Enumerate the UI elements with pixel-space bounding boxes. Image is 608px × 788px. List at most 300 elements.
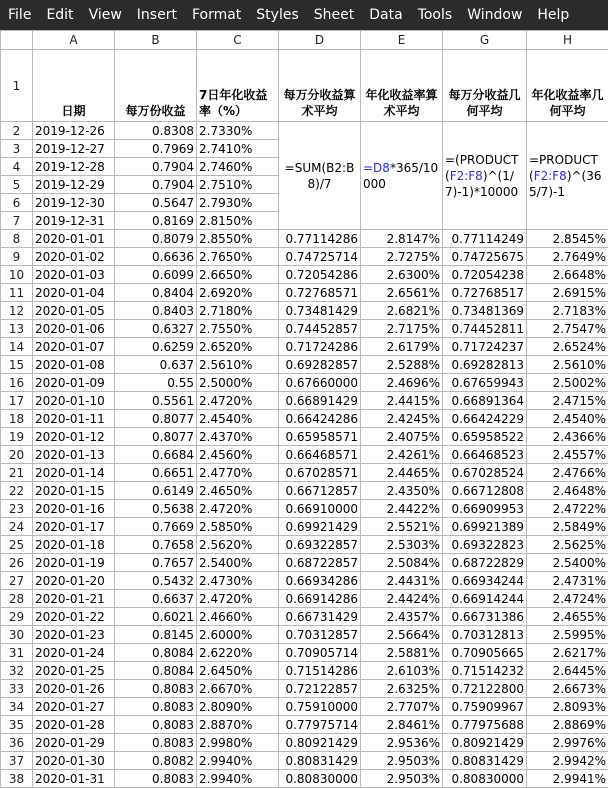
annualized-cell[interactable]: 2.4540% <box>197 410 279 428</box>
arith-mean-yield-cell[interactable]: 0.67660000 <box>279 374 361 392</box>
arith-mean-yield-cell[interactable]: 0.65958571 <box>279 428 361 446</box>
arith-mean-yield-cell[interactable]: 0.66424286 <box>279 410 361 428</box>
arith-mean-annualized-cell[interactable]: 2.5521% <box>361 518 443 536</box>
yield-cell[interactable]: 0.7904 <box>115 176 197 194</box>
geo-mean-annualized-cell[interactable]: 2.6915% <box>527 284 608 302</box>
geo-mean-yield-cell[interactable]: 0.66424229 <box>443 410 527 428</box>
formula-cell-arith-mean[interactable]: =SUM(B2:B8)/7 <box>279 122 361 230</box>
yield-cell[interactable]: 0.5638 <box>115 500 197 518</box>
yield-cell[interactable]: 0.6259 <box>115 338 197 356</box>
date-cell[interactable]: 2020-01-26 <box>33 680 115 698</box>
annualized-cell[interactable]: 2.7180% <box>197 302 279 320</box>
header-cell-arith-mean-yield[interactable]: 每万分收益算术平均 <box>279 50 361 122</box>
yield-cell[interactable]: 0.6021 <box>115 608 197 626</box>
column-header-a[interactable]: A <box>33 31 115 50</box>
arith-mean-annualized-cell[interactable]: 2.4431% <box>361 572 443 590</box>
geo-mean-annualized-cell[interactable]: 2.5849% <box>527 518 608 536</box>
annualized-cell[interactable]: 2.4720% <box>197 500 279 518</box>
arith-mean-annualized-cell[interactable]: 2.6325% <box>361 680 443 698</box>
arith-mean-annualized-cell[interactable]: 2.4075% <box>361 428 443 446</box>
row-number[interactable]: 21 <box>1 464 33 482</box>
yield-cell[interactable]: 0.8084 <box>115 644 197 662</box>
header-cell-date[interactable]: 日期 <box>33 50 115 122</box>
yield-cell[interactable]: 0.8403 <box>115 302 197 320</box>
geo-mean-yield-cell[interactable]: 0.69322823 <box>443 536 527 554</box>
date-cell[interactable]: 2020-01-19 <box>33 554 115 572</box>
column-header-b[interactable]: B <box>115 31 197 50</box>
annualized-cell[interactable]: 2.7460% <box>197 158 279 176</box>
date-cell[interactable]: 2019-12-31 <box>33 212 115 230</box>
date-cell[interactable]: 2020-01-07 <box>33 338 115 356</box>
annualized-cell[interactable]: 2.6000% <box>197 626 279 644</box>
row-number[interactable]: 8 <box>1 230 33 248</box>
geo-mean-annualized-cell[interactable]: 2.4731% <box>527 572 608 590</box>
date-cell[interactable]: 2020-01-12 <box>33 428 115 446</box>
header-cell-geo-mean-annualized[interactable]: 年化收益率几何平均 <box>527 50 608 122</box>
date-cell[interactable]: 2019-12-28 <box>33 158 115 176</box>
geo-mean-yield-cell[interactable]: 0.66909953 <box>443 500 527 518</box>
geo-mean-annualized-cell[interactable]: 2.4766% <box>527 464 608 482</box>
arith-mean-annualized-cell[interactable]: 2.9536% <box>361 734 443 752</box>
geo-mean-yield-cell[interactable]: 0.66934244 <box>443 572 527 590</box>
date-cell[interactable]: 2020-01-16 <box>33 500 115 518</box>
annualized-cell[interactable]: 2.4730% <box>197 572 279 590</box>
formula-cell-arith-annualized[interactable] <box>361 122 443 230</box>
geo-mean-yield-cell[interactable]: 0.75909967 <box>443 698 527 716</box>
select-all-corner[interactable] <box>1 31 33 50</box>
arith-mean-yield-cell[interactable]: 0.77114286 <box>279 230 361 248</box>
geo-mean-annualized-cell[interactable]: 2.9941% <box>527 770 608 788</box>
date-cell[interactable]: 2020-01-13 <box>33 446 115 464</box>
geo-mean-annualized-cell[interactable]: 2.4655% <box>527 608 608 626</box>
annualized-cell[interactable]: 2.7330% <box>197 122 279 140</box>
date-cell[interactable]: 2020-01-31 <box>33 770 115 788</box>
date-cell[interactable]: 2019-12-30 <box>33 194 115 212</box>
date-cell[interactable]: 2020-01-22 <box>33 608 115 626</box>
yield-cell[interactable]: 0.5561 <box>115 392 197 410</box>
geo-mean-yield-cell[interactable]: 0.77975688 <box>443 716 527 734</box>
yield-cell[interactable]: 0.6149 <box>115 482 197 500</box>
row-number[interactable]: 29 <box>1 608 33 626</box>
geo-mean-annualized-cell[interactable]: 2.4366% <box>527 428 608 446</box>
header-cell-per-10k-yield[interactable]: 每万份收益 <box>115 50 197 122</box>
arith-mean-yield-cell[interactable]: 0.80830000 <box>279 770 361 788</box>
row-number[interactable]: 38 <box>1 770 33 788</box>
arith-mean-yield-cell[interactable]: 0.71514286 <box>279 662 361 680</box>
menu-file[interactable]: File <box>0 0 38 30</box>
annualized-cell[interactable]: 2.7410% <box>197 140 279 158</box>
row-number[interactable]: 2 <box>1 122 33 140</box>
row-number[interactable]: 6 <box>1 194 33 212</box>
row-number[interactable]: 31 <box>1 644 33 662</box>
yield-cell[interactable]: 0.5647 <box>115 194 197 212</box>
yield-cell[interactable]: 0.6684 <box>115 446 197 464</box>
geo-mean-yield-cell[interactable]: 0.74725675 <box>443 248 527 266</box>
geo-mean-annualized-cell[interactable]: 2.7547% <box>527 320 608 338</box>
arith-mean-yield-cell[interactable]: 0.73481429 <box>279 302 361 320</box>
arith-mean-annualized-cell[interactable]: 2.5664% <box>361 626 443 644</box>
date-cell[interactable]: 2020-01-24 <box>33 644 115 662</box>
geo-mean-yield-cell[interactable]: 0.71514232 <box>443 662 527 680</box>
annualized-cell[interactable]: 2.6520% <box>197 338 279 356</box>
geo-mean-yield-cell[interactable]: 0.72054238 <box>443 266 527 284</box>
arith-mean-yield-cell[interactable]: 0.70905714 <box>279 644 361 662</box>
date-cell[interactable]: 2020-01-25 <box>33 662 115 680</box>
geo-mean-annualized-cell[interactable]: 2.5400% <box>527 554 608 572</box>
annualized-cell[interactable]: 2.7550% <box>197 320 279 338</box>
annualized-cell[interactable]: 2.6450% <box>197 662 279 680</box>
geo-mean-yield-cell[interactable]: 0.67659943 <box>443 374 527 392</box>
arith-mean-annualized-cell[interactable]: 2.4261% <box>361 446 443 464</box>
geo-mean-yield-cell[interactable]: 0.80921429 <box>443 734 527 752</box>
annualized-cell[interactable]: 2.7650% <box>197 248 279 266</box>
annualized-cell[interactable]: 2.4720% <box>197 392 279 410</box>
geo-mean-yield-cell[interactable]: 0.68722829 <box>443 554 527 572</box>
annualized-cell[interactable]: 2.9980% <box>197 734 279 752</box>
annualized-cell[interactable]: 2.6650% <box>197 266 279 284</box>
arith-mean-yield-cell[interactable]: 0.66910000 <box>279 500 361 518</box>
yield-cell[interactable]: 0.7657 <box>115 554 197 572</box>
geo-mean-annualized-cell[interactable]: 2.4557% <box>527 446 608 464</box>
row-number[interactable]: 12 <box>1 302 33 320</box>
annualized-cell[interactable]: 2.8150% <box>197 212 279 230</box>
row-number[interactable]: 10 <box>1 266 33 284</box>
row-number[interactable]: 15 <box>1 356 33 374</box>
menu-edit[interactable]: Edit <box>38 0 80 30</box>
yield-cell[interactable]: 0.5432 <box>115 572 197 590</box>
geo-mean-annualized-cell[interactable]: 2.4715% <box>527 392 608 410</box>
date-cell[interactable]: 2020-01-17 <box>33 518 115 536</box>
date-cell[interactable]: 2020-01-10 <box>33 392 115 410</box>
geo-mean-yield-cell[interactable]: 0.71724237 <box>443 338 527 356</box>
annualized-cell[interactable]: 2.5000% <box>197 374 279 392</box>
row-number[interactable]: 26 <box>1 554 33 572</box>
date-cell[interactable]: 2020-01-27 <box>33 698 115 716</box>
arith-mean-annualized-cell[interactable]: 2.7175% <box>361 320 443 338</box>
geo-mean-annualized-cell[interactable]: 2.4540% <box>527 410 608 428</box>
arith-mean-yield-cell[interactable]: 0.72122857 <box>279 680 361 698</box>
row-number[interactable]: 9 <box>1 248 33 266</box>
annualized-cell[interactable]: 2.8870% <box>197 716 279 734</box>
arith-mean-yield-cell[interactable]: 0.71724286 <box>279 338 361 356</box>
arith-mean-annualized-cell[interactable]: 2.5288% <box>361 356 443 374</box>
yield-cell[interactable]: 0.6636 <box>115 248 197 266</box>
geo-mean-annualized-cell[interactable]: 2.6524% <box>527 338 608 356</box>
yield-cell[interactable]: 0.55 <box>115 374 197 392</box>
arith-mean-annualized-cell[interactable]: 2.6103% <box>361 662 443 680</box>
row-number[interactable]: 3 <box>1 140 33 158</box>
arith-mean-yield-cell[interactable]: 0.66712857 <box>279 482 361 500</box>
arith-mean-yield-cell[interactable]: 0.68722857 <box>279 554 361 572</box>
annualized-cell[interactable]: 2.4720% <box>197 590 279 608</box>
arith-mean-annualized-cell[interactable]: 2.5084% <box>361 554 443 572</box>
annualized-cell[interactable]: 2.8090% <box>197 698 279 716</box>
formula-cell-geo-annualized[interactable] <box>527 122 608 230</box>
date-cell[interactable]: 2020-01-28 <box>33 716 115 734</box>
geo-mean-yield-cell[interactable]: 0.65958522 <box>443 428 527 446</box>
geo-mean-annualized-cell[interactable]: 2.9942% <box>527 752 608 770</box>
arith-mean-annualized-cell[interactable]: 2.4422% <box>361 500 443 518</box>
row-number[interactable]: 19 <box>1 428 33 446</box>
geo-mean-annualized-cell[interactable]: 2.8545% <box>527 230 608 248</box>
date-cell[interactable]: 2020-01-11 <box>33 410 115 428</box>
row-number[interactable]: 24 <box>1 518 33 536</box>
geo-mean-annualized-cell[interactable]: 2.6648% <box>527 266 608 284</box>
date-cell[interactable]: 2020-01-09 <box>33 374 115 392</box>
geo-mean-annualized-cell[interactable]: 2.8093% <box>527 698 608 716</box>
geo-mean-annualized-cell[interactable]: 2.4648% <box>527 482 608 500</box>
row-number[interactable]: 28 <box>1 590 33 608</box>
menu-tools[interactable]: Tools <box>410 0 460 30</box>
annualized-cell[interactable]: 2.4770% <box>197 464 279 482</box>
date-cell[interactable]: 2019-12-29 <box>33 176 115 194</box>
arith-mean-annualized-cell[interactable]: 2.8461% <box>361 716 443 734</box>
column-header-e[interactable]: E <box>361 31 443 50</box>
yield-cell[interactable]: 0.6651 <box>115 464 197 482</box>
yield-cell[interactable]: 0.8077 <box>115 410 197 428</box>
date-cell[interactable]: 2020-01-29 <box>33 734 115 752</box>
annualized-cell[interactable]: 2.4650% <box>197 482 279 500</box>
yield-cell[interactable]: 0.8145 <box>115 626 197 644</box>
geo-mean-yield-cell[interactable]: 0.66712808 <box>443 482 527 500</box>
geo-mean-yield-cell[interactable]: 0.80831429 <box>443 752 527 770</box>
arith-mean-yield-cell[interactable]: 0.66468571 <box>279 446 361 464</box>
row-number[interactable]: 17 <box>1 392 33 410</box>
row-number[interactable]: 14 <box>1 338 33 356</box>
yield-cell[interactable]: 0.8083 <box>115 698 197 716</box>
row-number[interactable]: 25 <box>1 536 33 554</box>
yield-cell[interactable]: 0.8083 <box>115 680 197 698</box>
annualized-cell[interactable]: 2.5610% <box>197 356 279 374</box>
arith-mean-yield-cell[interactable]: 0.67028571 <box>279 464 361 482</box>
menu-view[interactable]: View <box>81 0 129 30</box>
annualized-cell[interactable]: 2.5400% <box>197 554 279 572</box>
row-number[interactable]: 33 <box>1 680 33 698</box>
yield-cell[interactable]: 0.7904 <box>115 158 197 176</box>
arith-mean-annualized-cell[interactable]: 2.6300% <box>361 266 443 284</box>
row-number[interactable]: 37 <box>1 752 33 770</box>
annualized-cell[interactable]: 2.8550% <box>197 230 279 248</box>
menu-window[interactable]: Window <box>459 0 529 30</box>
yield-cell[interactable]: 0.8083 <box>115 734 197 752</box>
date-cell[interactable]: 2019-12-27 <box>33 140 115 158</box>
date-cell[interactable]: 2020-01-14 <box>33 464 115 482</box>
menu-insert[interactable]: Insert <box>129 0 184 30</box>
arith-mean-annualized-cell[interactable]: 2.4465% <box>361 464 443 482</box>
arith-mean-annualized-cell[interactable]: 2.4696% <box>361 374 443 392</box>
menu-help[interactable]: Help <box>529 0 576 30</box>
geo-mean-annualized-cell[interactable]: 2.4722% <box>527 500 608 518</box>
date-cell[interactable]: 2020-01-01 <box>33 230 115 248</box>
geo-mean-yield-cell[interactable]: 0.70312813 <box>443 626 527 644</box>
geo-mean-annualized-cell[interactable]: 2.8869% <box>527 716 608 734</box>
date-cell[interactable]: 2020-01-02 <box>33 248 115 266</box>
geo-mean-yield-cell[interactable]: 0.80830000 <box>443 770 527 788</box>
date-cell[interactable]: 2019-12-26 <box>33 122 115 140</box>
geo-mean-yield-cell[interactable]: 0.70905665 <box>443 644 527 662</box>
row-number[interactable]: 5 <box>1 176 33 194</box>
row-number[interactable]: 20 <box>1 446 33 464</box>
row-number[interactable]: 27 <box>1 572 33 590</box>
menu-data[interactable]: Data <box>361 0 409 30</box>
row-number[interactable]: 11 <box>1 284 33 302</box>
geo-mean-yield-cell[interactable]: 0.77114249 <box>443 230 527 248</box>
menu-sheet[interactable]: Sheet <box>306 0 361 30</box>
geo-mean-annualized-cell[interactable]: 2.5625% <box>527 536 608 554</box>
header-cell-7day-annualized[interactable]: 7日年化收益率（%） <box>197 50 279 122</box>
arith-mean-annualized-cell[interactable]: 2.6821% <box>361 302 443 320</box>
arith-mean-annualized-cell[interactable]: 2.4350% <box>361 482 443 500</box>
annualized-cell[interactable]: 2.4560% <box>197 446 279 464</box>
yield-cell[interactable]: 0.6099 <box>115 266 197 284</box>
yield-cell[interactable]: 0.8082 <box>115 752 197 770</box>
column-header-d[interactable]: D <box>279 31 361 50</box>
annualized-cell[interactable]: 2.6220% <box>197 644 279 662</box>
header-cell-geo-mean-yield[interactable]: 每万分收益几何平均 <box>443 50 527 122</box>
arith-mean-yield-cell[interactable]: 0.66914286 <box>279 590 361 608</box>
date-cell[interactable]: 2020-01-20 <box>33 572 115 590</box>
arith-mean-yield-cell[interactable]: 0.72054286 <box>279 266 361 284</box>
geo-mean-annualized-cell[interactable]: 2.6217% <box>527 644 608 662</box>
arith-mean-annualized-cell[interactable]: 2.4424% <box>361 590 443 608</box>
arith-mean-annualized-cell[interactable]: 2.5303% <box>361 536 443 554</box>
yield-cell[interactable]: 0.637 <box>115 356 197 374</box>
annualized-cell[interactable]: 2.7930% <box>197 194 279 212</box>
row-number[interactable]: 7 <box>1 212 33 230</box>
arith-mean-annualized-cell[interactable]: 2.9503% <box>361 752 443 770</box>
row-number[interactable]: 30 <box>1 626 33 644</box>
annualized-cell[interactable]: 2.6920% <box>197 284 279 302</box>
date-cell[interactable]: 2020-01-15 <box>33 482 115 500</box>
yield-cell[interactable]: 0.8084 <box>115 662 197 680</box>
annualized-cell[interactable]: 2.4370% <box>197 428 279 446</box>
arith-mean-annualized-cell[interactable]: 2.4245% <box>361 410 443 428</box>
arith-mean-annualized-cell[interactable]: 2.6561% <box>361 284 443 302</box>
date-cell[interactable]: 2020-01-08 <box>33 356 115 374</box>
date-cell[interactable]: 2020-01-18 <box>33 536 115 554</box>
yield-cell[interactable]: 0.8404 <box>115 284 197 302</box>
geo-mean-annualized-cell[interactable]: 2.6673% <box>527 680 608 698</box>
arith-mean-annualized-cell[interactable]: 2.9503% <box>361 770 443 788</box>
geo-mean-yield-cell[interactable]: 0.72768517 <box>443 284 527 302</box>
row-number[interactable]: 16 <box>1 374 33 392</box>
row-number[interactable]: 18 <box>1 410 33 428</box>
row-number[interactable]: 13 <box>1 320 33 338</box>
arith-mean-yield-cell[interactable]: 0.66891429 <box>279 392 361 410</box>
geo-mean-yield-cell[interactable]: 0.66731386 <box>443 608 527 626</box>
annualized-cell[interactable]: 2.5620% <box>197 536 279 554</box>
menu-styles[interactable]: Styles <box>248 0 305 30</box>
arith-mean-yield-cell[interactable]: 0.72768571 <box>279 284 361 302</box>
annualized-cell[interactable]: 2.4660% <box>197 608 279 626</box>
geo-mean-yield-cell[interactable]: 0.69282813 <box>443 356 527 374</box>
geo-mean-annualized-cell[interactable]: 2.4724% <box>527 590 608 608</box>
arith-mean-yield-cell[interactable]: 0.77975714 <box>279 716 361 734</box>
row-number[interactable]: 35 <box>1 716 33 734</box>
yield-cell[interactable]: 0.7969 <box>115 140 197 158</box>
column-header-h[interactable]: H <box>527 31 608 50</box>
geo-mean-annualized-cell[interactable]: 2.9976% <box>527 734 608 752</box>
formula-cell-geo-mean[interactable] <box>443 122 527 230</box>
arith-mean-yield-cell[interactable]: 0.66731429 <box>279 608 361 626</box>
annualized-cell[interactable]: 2.7510% <box>197 176 279 194</box>
arith-mean-yield-cell[interactable]: 0.70312857 <box>279 626 361 644</box>
date-cell[interactable]: 2020-01-04 <box>33 284 115 302</box>
arith-mean-annualized-cell[interactable]: 2.4415% <box>361 392 443 410</box>
column-header-g[interactable]: G <box>443 31 527 50</box>
row-number[interactable]: 32 <box>1 662 33 680</box>
arith-mean-yield-cell[interactable]: 0.74725714 <box>279 248 361 266</box>
yield-cell[interactable]: 0.8083 <box>115 716 197 734</box>
arith-mean-yield-cell[interactable]: 0.75910000 <box>279 698 361 716</box>
yield-cell[interactable]: 0.8083 <box>115 770 197 788</box>
arith-mean-yield-cell[interactable]: 0.69282857 <box>279 356 361 374</box>
geo-mean-annualized-cell[interactable]: 2.5995% <box>527 626 608 644</box>
row-number[interactable]: 36 <box>1 734 33 752</box>
row-number[interactable]: 22 <box>1 482 33 500</box>
geo-mean-yield-cell[interactable]: 0.72122800 <box>443 680 527 698</box>
geo-mean-yield-cell[interactable]: 0.69921389 <box>443 518 527 536</box>
geo-mean-annualized-cell[interactable]: 2.7649% <box>527 248 608 266</box>
geo-mean-annualized-cell[interactable]: 2.7183% <box>527 302 608 320</box>
geo-mean-annualized-cell[interactable]: 2.6445% <box>527 662 608 680</box>
arith-mean-yield-cell[interactable]: 0.80831429 <box>279 752 361 770</box>
date-cell[interactable]: 2020-01-21 <box>33 590 115 608</box>
arith-mean-annualized-cell[interactable]: 2.6179% <box>361 338 443 356</box>
geo-mean-yield-cell[interactable]: 0.66914244 <box>443 590 527 608</box>
column-header-c[interactable]: C <box>197 31 279 50</box>
arith-mean-yield-cell[interactable]: 0.69322857 <box>279 536 361 554</box>
date-cell[interactable]: 2020-01-05 <box>33 302 115 320</box>
header-cell-arith-mean-annualized[interactable]: 年化收益率算术平均 <box>361 50 443 122</box>
geo-mean-yield-cell[interactable]: 0.67028524 <box>443 464 527 482</box>
yield-cell[interactable]: 0.6637 <box>115 590 197 608</box>
arith-mean-annualized-cell[interactable]: 2.7275% <box>361 248 443 266</box>
arith-mean-yield-cell[interactable]: 0.66934286 <box>279 572 361 590</box>
arith-mean-yield-cell[interactable]: 0.69921429 <box>279 518 361 536</box>
geo-mean-yield-cell[interactable]: 0.66468523 <box>443 446 527 464</box>
arith-mean-annualized-cell[interactable]: 2.7707% <box>361 698 443 716</box>
yield-cell[interactable]: 0.8169 <box>115 212 197 230</box>
date-cell[interactable]: 2020-01-03 <box>33 266 115 284</box>
arith-mean-annualized-cell[interactable]: 2.8147% <box>361 230 443 248</box>
yield-cell[interactable]: 0.8079 <box>115 230 197 248</box>
arith-mean-annualized-cell[interactable]: 2.4357% <box>361 608 443 626</box>
geo-mean-annualized-cell[interactable]: 2.5610% <box>527 356 608 374</box>
arith-mean-yield-cell[interactable]: 0.74452857 <box>279 320 361 338</box>
geo-mean-yield-cell[interactable]: 0.74452811 <box>443 320 527 338</box>
geo-mean-yield-cell[interactable]: 0.66891364 <box>443 392 527 410</box>
annualized-cell[interactable]: 2.9940% <box>197 752 279 770</box>
annualized-cell[interactable]: 2.6670% <box>197 680 279 698</box>
date-cell[interactable]: 2020-01-30 <box>33 752 115 770</box>
row-number[interactable]: 4 <box>1 158 33 176</box>
row-number[interactable]: 34 <box>1 698 33 716</box>
annualized-cell[interactable]: 2.9940% <box>197 770 279 788</box>
geo-mean-annualized-cell[interactable]: 2.5002% <box>527 374 608 392</box>
annualized-cell[interactable]: 2.5850% <box>197 518 279 536</box>
geo-mean-yield-cell[interactable]: 0.73481369 <box>443 302 527 320</box>
row-number[interactable]: 23 <box>1 500 33 518</box>
date-cell[interactable]: 2020-01-06 <box>33 320 115 338</box>
yield-cell[interactable]: 0.7669 <box>115 518 197 536</box>
arith-mean-yield-cell[interactable]: 0.80921429 <box>279 734 361 752</box>
yield-cell[interactable]: 0.6327 <box>115 320 197 338</box>
row-number[interactable]: 1 <box>1 50 33 122</box>
yield-cell[interactable]: 0.8308 <box>115 122 197 140</box>
date-cell[interactable]: 2020-01-23 <box>33 626 115 644</box>
yield-cell[interactable]: 0.7658 <box>115 536 197 554</box>
